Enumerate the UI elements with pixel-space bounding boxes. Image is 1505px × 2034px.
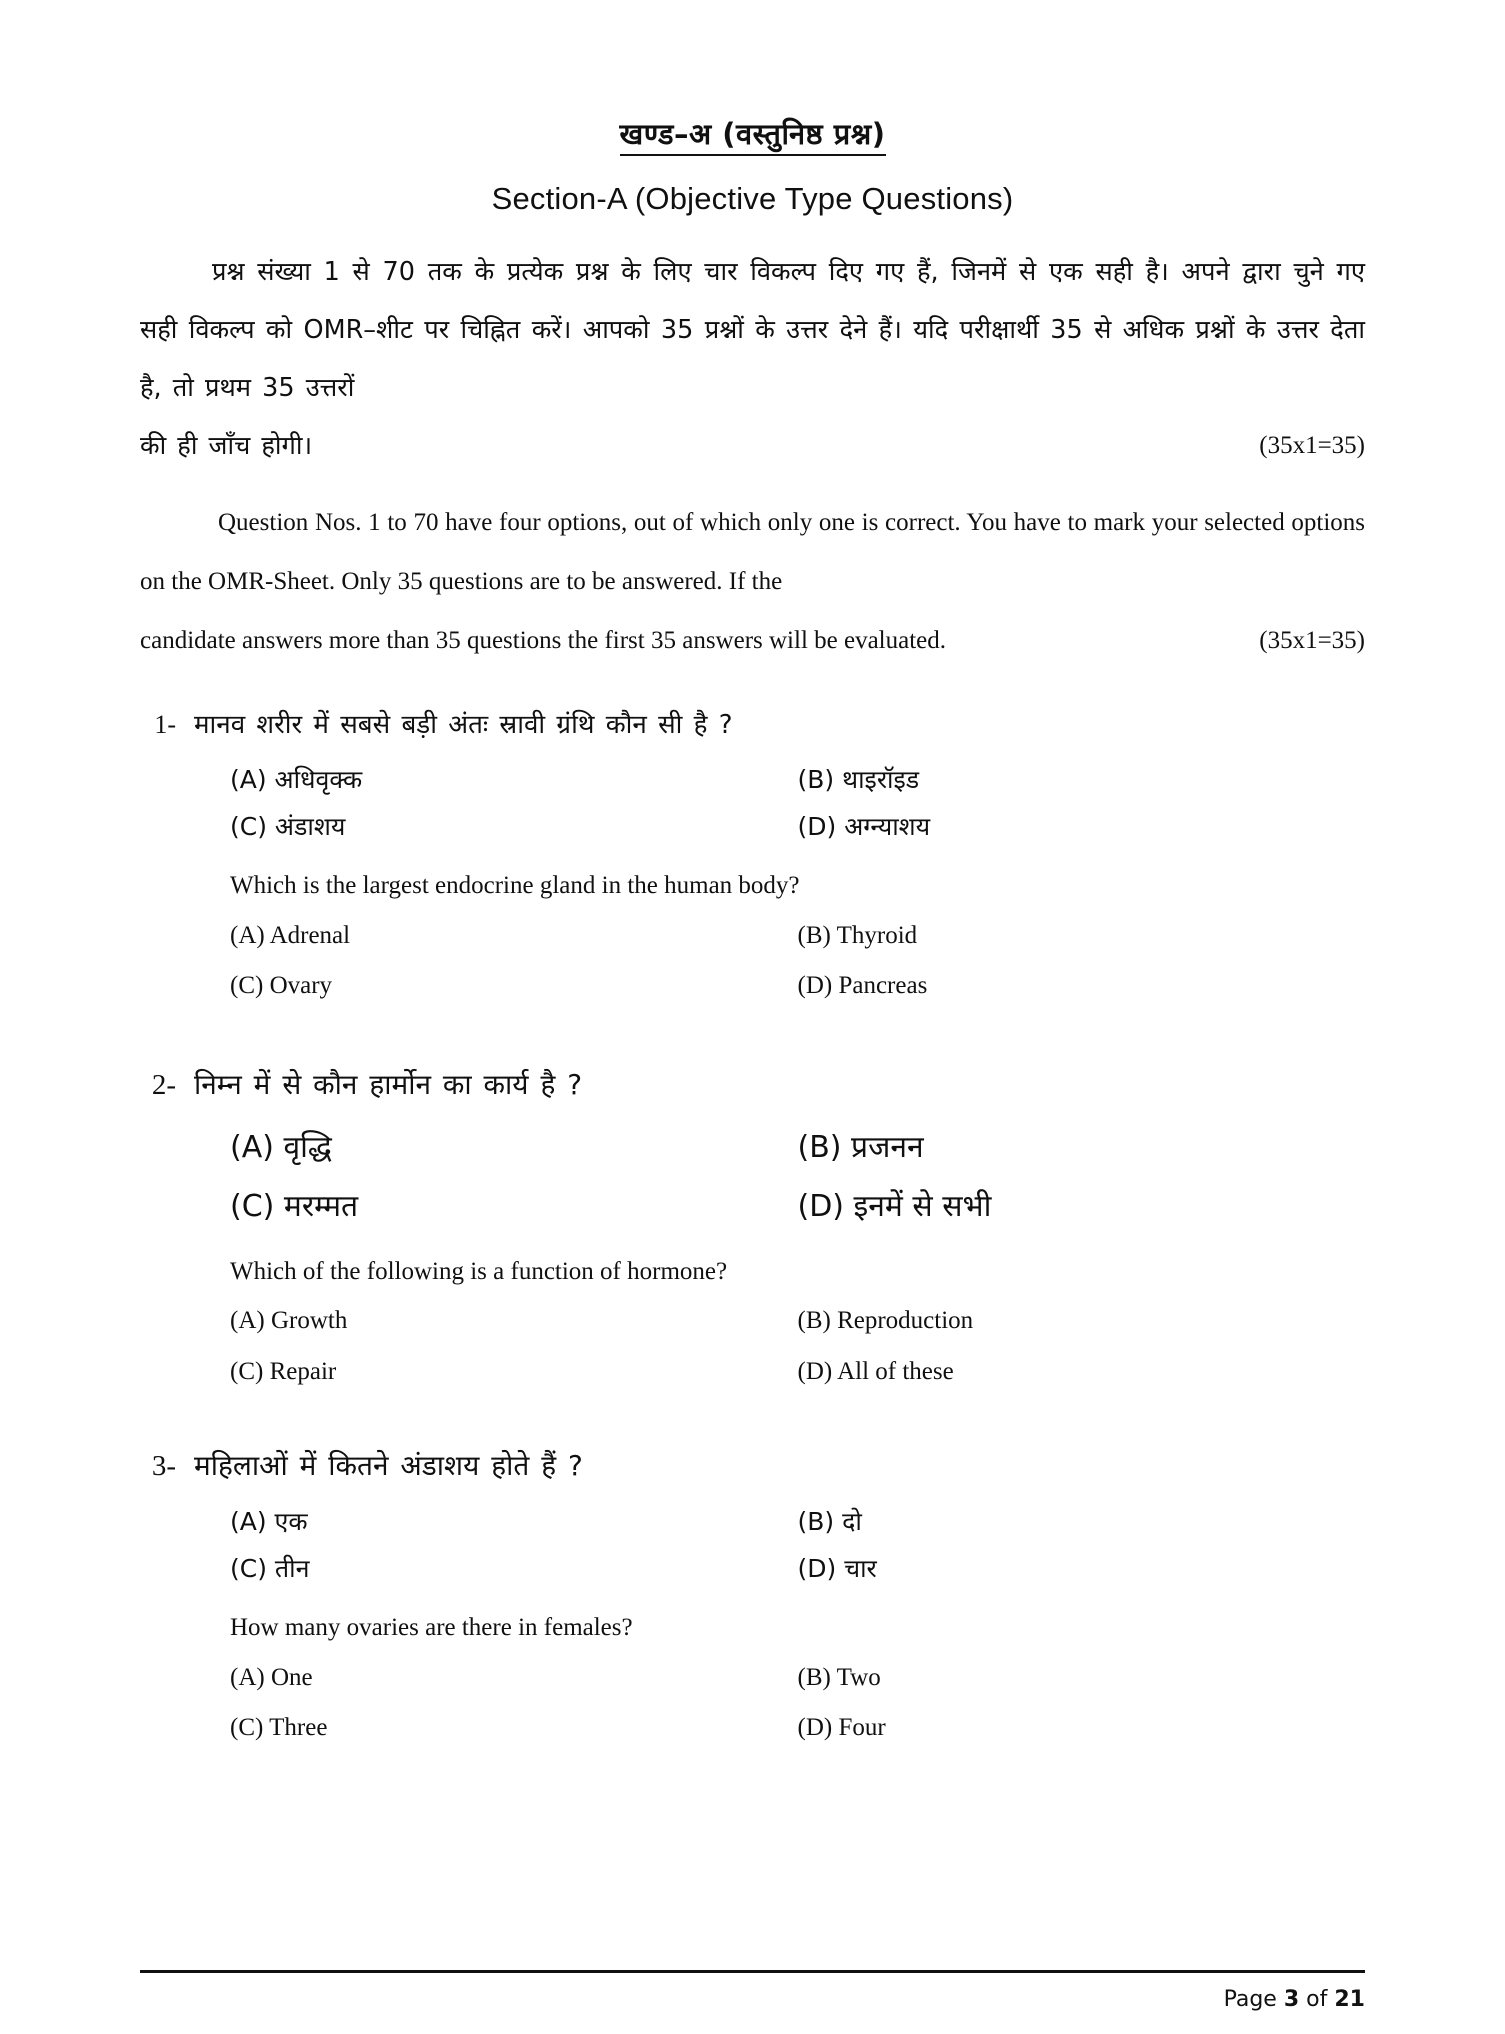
option-item[interactable]	[230, 961, 798, 1012]
question-3-stem	[140, 1447, 1365, 1485]
question-2-option-b-english: (B) Reproduction	[797, 1307, 974, 1335]
option-item[interactable]	[230, 1653, 798, 1704]
option-item[interactable]	[798, 1499, 1366, 1546]
question-2-option-a-english: (A) Growth	[230, 1307, 348, 1335]
question-1-text-english: Which is the largest endocrine gland in the human body?	[230, 872, 800, 900]
option-item[interactable]	[798, 1653, 1366, 1704]
instructions-hindi-marks: (35x1=35)	[1259, 432, 1365, 460]
section-heading-hindi-text: खण्ड–अ (वस्तुनिष्ठ प्रश्न)	[620, 117, 886, 156]
option-item[interactable]	[798, 1703, 1366, 1754]
question-1	[0, 708, 1505, 1012]
instructions-hindi	[0, 217, 1505, 475]
question-3	[0, 1447, 1505, 1753]
page-footer	[140, 1970, 1365, 2012]
question-3-options-english	[140, 1653, 1365, 1754]
instructions-english-lastline-row	[140, 611, 1365, 670]
option-item[interactable]	[798, 1546, 1366, 1593]
footer-page-prefix: Page	[1223, 1987, 1277, 2012]
question-3-options-hindi	[140, 1499, 1365, 1592]
question-1-number: 1-	[154, 710, 176, 740]
question-3-option-a-hindi: (A) एक	[230, 1507, 308, 1537]
option-item[interactable]	[798, 1296, 1366, 1347]
question-2-option-d-english: (D) All of these	[797, 1357, 954, 1385]
question-1-option-d-hindi: (D) अग्न्याशय	[797, 811, 931, 841]
option-item[interactable]	[798, 911, 1366, 962]
question-2-option-d-hindi: (D) इनमें से सभी	[797, 1188, 992, 1224]
option-item[interactable]	[230, 1703, 798, 1754]
question-1-option-b-hindi: (B) थाइरॉइड	[797, 765, 920, 795]
instructions-english-body: Question Nos. 1 to 70 have four options, out of which only one is correct. You have to mark your selected options on the OMR-Sheet. Only 35 questions are to be answered. If the	[140, 509, 1365, 596]
question-2-option-a-hindi: (A) वृद्धि	[230, 1129, 332, 1165]
instructions-english-marks: (35x1=35)	[1259, 627, 1365, 655]
question-3-option-d-hindi: (D) चार	[797, 1553, 877, 1583]
question-3-option-b-english: (B) Two	[797, 1663, 881, 1691]
option-item[interactable]	[230, 1118, 798, 1177]
instructions-english-lastline: candidate answers more than 35 questions the first 35 answers will be evaluated.	[140, 627, 947, 655]
question-3-option-c-hindi: (C) तीन	[230, 1553, 310, 1583]
option-item[interactable]	[230, 1546, 798, 1593]
option-item[interactable]	[230, 1347, 798, 1398]
question-3-text-english: How many ovaries are there in females?	[230, 1614, 633, 1642]
question-1-text-hindi: मानव शरीर में सबसे बड़ी अंतः स्रावी ग्रंथि कौन सी है ?	[194, 710, 733, 741]
instructions-english	[0, 475, 1505, 670]
option-item[interactable]	[798, 1177, 1366, 1236]
question-3-number: 3-	[151, 1450, 176, 1483]
question-1-option-b-english: (B) Thyroid	[797, 921, 918, 949]
option-item[interactable]	[798, 757, 1366, 804]
section-heading-hindi	[0, 0, 1505, 151]
question-3-option-d-english: (D) Four	[797, 1714, 886, 1742]
option-item[interactable]	[798, 1347, 1366, 1398]
question-1-option-c-english: (C) Ovary	[230, 972, 333, 1000]
option-item[interactable]	[230, 757, 798, 804]
footer-page-middle: of	[1306, 1987, 1328, 2012]
question-2-text-english: Which of the following is a function of hormone?	[230, 1257, 728, 1285]
question-2-stem	[140, 1066, 1365, 1104]
option-item[interactable]	[230, 804, 798, 851]
question-3-option-c-english: (C) Three	[230, 1714, 328, 1742]
question-1-option-a-hindi: (A) अधिवृक्क	[230, 765, 363, 795]
question-2-text-hindi: निम्न में से कौन हार्मोन का कार्य है ?	[194, 1067, 583, 1101]
footer-page-total: 21	[1334, 1987, 1365, 2012]
question-1-options-hindi	[140, 757, 1365, 850]
instructions-hindi-lastline-row	[140, 417, 1365, 475]
question-2-options-english	[140, 1296, 1365, 1397]
page-number-label	[140, 1973, 1365, 2012]
option-item[interactable]	[798, 804, 1366, 851]
question-2	[0, 1066, 1505, 1397]
question-2-option-c-hindi: (C) मरम्मत	[230, 1188, 359, 1224]
question-3-text-hindi: महिलाओं में कितने अंडाशय होते हैं ?	[194, 1449, 583, 1483]
question-1-stem	[140, 708, 1365, 743]
question-1-option-d-english: (D) Pancreas	[797, 972, 928, 1000]
section-heading-english: Section-A (Objective Type Questions)	[491, 181, 1014, 217]
question-3-option-b-hindi: (B) दो	[797, 1507, 862, 1537]
question-3-option-a-english: (A) One	[230, 1663, 313, 1691]
question-1-options-english	[140, 911, 1365, 1012]
question-2-number: 2-	[151, 1068, 176, 1101]
question-1-option-c-hindi: (C) अंडाशय	[230, 811, 346, 841]
footer-page-number: 3	[1283, 1987, 1300, 2012]
option-item[interactable]	[230, 1296, 798, 1347]
question-1-option-a-english: (A) Adrenal	[230, 921, 351, 949]
instructions-hindi-body: प्रश्न संख्या 1 से 70 तक के प्रत्येक प्रश्न के लिए चार विकल्प दिए गए हैं, जिनमें से एक सही है। अपने द्वारा चुने गए सही विकल्प को OMR–शीट पर चिह्नित करें। आपको 35 प्रश्नों के उत्तर देने हैं। यदि परीक्षार्थी 35 से अधिक प्रश्नों के उत्तर देता है, तो प्रथम 35 उत्तरों	[140, 257, 1365, 404]
instructions-hindi-lastline: की ही जाँच होगी।	[140, 431, 313, 462]
question-2-option-b-hindi: (B) प्रजनन	[797, 1129, 924, 1165]
question-2-option-c-english: (C) Repair	[230, 1357, 337, 1385]
option-item[interactable]	[798, 1118, 1366, 1177]
option-item[interactable]	[798, 961, 1366, 1012]
question-2-options-hindi	[140, 1118, 1365, 1236]
option-item[interactable]	[230, 1499, 798, 1546]
option-item[interactable]	[230, 911, 798, 962]
option-item[interactable]	[230, 1177, 798, 1236]
